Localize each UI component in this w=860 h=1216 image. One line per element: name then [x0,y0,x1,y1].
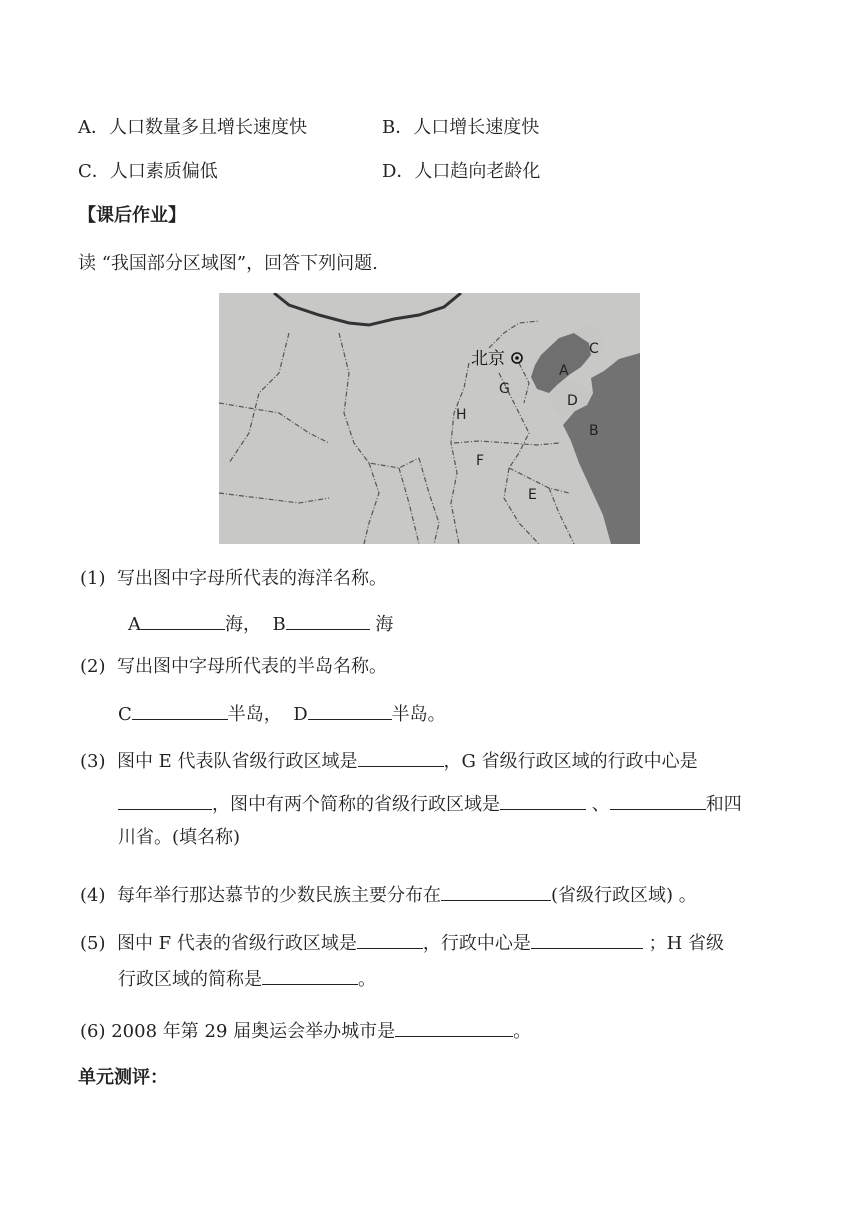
option-a: A．人口数量多且增长速度快 [78,117,307,138]
option-d: D．人口趋向老龄化 [382,161,541,182]
answer-blank-h-abbr[interactable] [262,966,358,985]
answer-blank-c[interactable] [132,701,228,720]
question-3-line-1: (3) 图中 E 代表队省级行政区域是 ，G 省级行政区域的行政中心是 [80,748,698,774]
answer-blank-e-province[interactable] [358,748,444,767]
map-label-e: E [528,487,537,503]
intro-text: 读 “我国部分区域图”，回答下列问题. [78,253,378,274]
map-label-c: C [589,341,599,357]
answer-blank-a[interactable] [141,611,225,630]
unit-heading: 单元测评： [78,1067,168,1088]
beijing-label: 北京 [471,349,505,369]
map-label-b: B [589,423,599,439]
question-6: (6) 2008 年第 29 届奥运会举办城市是 。 [80,1018,531,1044]
question-2-answers: C 半岛， D 半岛。 [118,701,446,727]
question-4: (4) 每年举行那达慕节的少数民族主要分布在 (省级行政区域) 。 [80,882,697,908]
map-label-d: D [567,393,578,409]
answer-blank-naadam[interactable] [441,882,551,901]
map-label-f: F [476,453,485,469]
answer-blank-two-abbr-1[interactable] [500,791,586,810]
answer-blank-two-abbr-2[interactable] [610,791,706,810]
question-3-line-3: 川省。(填名称) [118,827,241,848]
question-1: (1) 写出图中字母所代表的海洋名称。 [80,568,387,589]
question-3-line-2: ，图中有两个简称的省级行政区域是 、 和四 [118,791,742,817]
answer-blank-f-province[interactable] [357,930,423,949]
answer-blank-f-capital[interactable] [531,930,643,949]
answer-blank-b[interactable] [286,611,370,630]
question-5-line-2: 行政区域的简称是 。 [118,966,376,992]
map-label-h: H [456,407,467,423]
region-map [219,293,640,544]
map-label-g: G [499,381,510,397]
answer-blank-olympic-city[interactable] [395,1018,513,1037]
question-1-answers: A 海， B 海 [128,611,393,637]
question-5-line-1: (5) 图中 F 代表的省级行政区域是 ，行政中心是 ；H 省级 [80,930,724,956]
option-c: C．人口素质偏低 [78,161,218,182]
answer-blank-d[interactable] [308,701,392,720]
option-b: B．人口增长速度快 [382,117,540,138]
map-label-a: A [559,363,569,379]
homework-heading: 【课后作业】 [78,205,186,226]
question-2: (2) 写出图中字母所代表的半岛名称。 [80,656,387,677]
answer-blank-g-capital[interactable] [118,791,212,810]
